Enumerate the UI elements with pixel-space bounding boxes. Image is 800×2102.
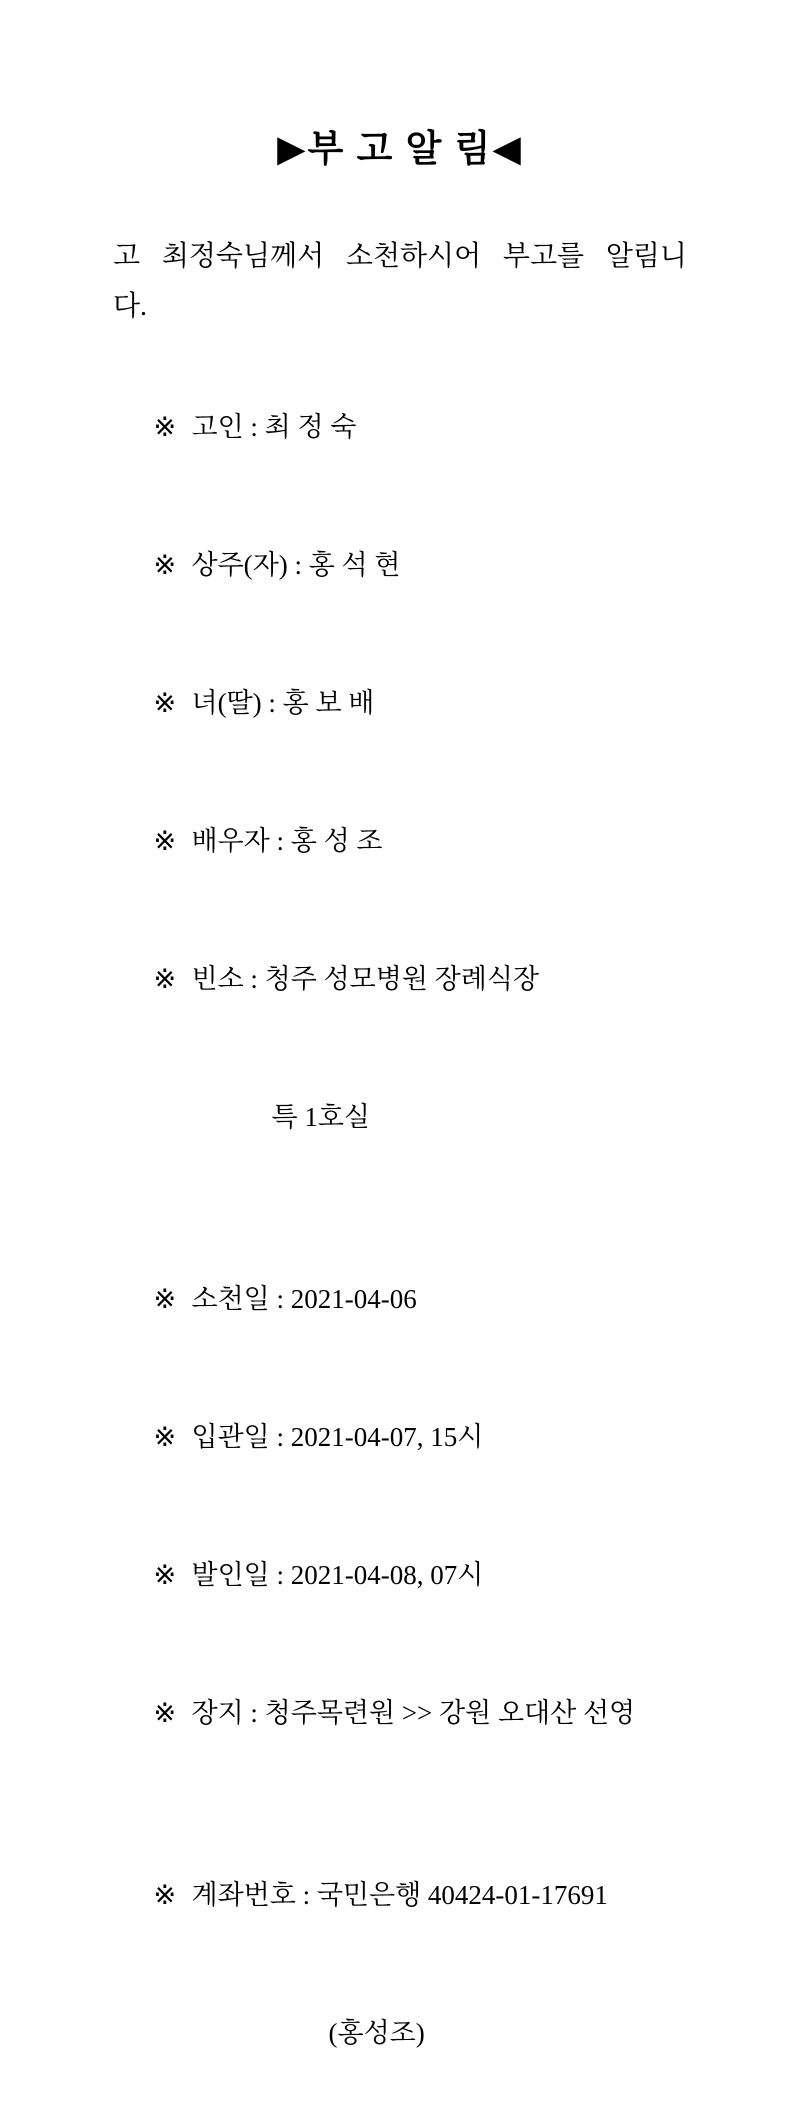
reference-mark: ※ xyxy=(153,964,177,994)
page-title: ▶부 고 알 림◀ xyxy=(277,129,523,170)
detail-text: 입관일 : 2021-04-07, 15시 xyxy=(191,1422,484,1452)
intro-word: 고 xyxy=(113,241,141,272)
reference-mark: ※ xyxy=(153,826,177,856)
intro-word: 소천하시어 xyxy=(345,241,482,272)
detail-row-account-number xyxy=(113,1826,687,1964)
reference-mark: ※ xyxy=(153,1880,177,1910)
section-account-info xyxy=(113,1826,687,2102)
reference-mark: ※ xyxy=(153,1698,177,1728)
detail-row-daughter xyxy=(113,634,687,772)
detail-text: 소천일 : 2021-04-06 xyxy=(191,1284,417,1314)
intro-word: 최정숙님께서 xyxy=(161,241,325,272)
detail-text: 녀(딸) : 홍 보 배 xyxy=(191,688,375,718)
detail-text: 상주(자) : 홍 석 현 xyxy=(191,550,401,580)
section-family-info xyxy=(113,358,687,1186)
detail-text: 고인 : 최 정 숙 xyxy=(191,412,357,442)
intro-line-1 xyxy=(113,232,687,282)
section-schedule-info xyxy=(113,1230,687,1782)
detail-row-deceased xyxy=(113,358,687,496)
detail-text: (홍성조) xyxy=(328,2018,425,2048)
detail-text: 특 1호실 xyxy=(271,1102,370,1132)
reference-mark: ※ xyxy=(153,688,177,718)
intro-line-2: 다. xyxy=(113,291,148,322)
detail-row-spouse xyxy=(113,772,687,910)
intro-paragraph xyxy=(113,232,687,332)
detail-text: 계좌번호 : 국민은행 40424-01-17691 xyxy=(191,1880,608,1910)
detail-row-coffin-date xyxy=(113,1368,687,1506)
intro-word: 알림니 xyxy=(605,241,687,272)
detail-row-passing-date xyxy=(113,1230,687,1368)
detail-text: 발인일 : 2021-04-08, 07시 xyxy=(191,1560,484,1590)
reference-mark: ※ xyxy=(153,1560,177,1590)
detail-row-account-holder xyxy=(113,1964,687,2102)
detail-row-procession-date xyxy=(113,1506,687,1644)
reference-mark: ※ xyxy=(153,1284,177,1314)
detail-row-chief-mourner xyxy=(113,496,687,634)
detail-text: 배우자 : 홍 성 조 xyxy=(191,826,383,856)
reference-mark: ※ xyxy=(153,550,177,580)
detail-text: 빈소 : 청주 성모병원 장례식장 xyxy=(191,964,539,994)
detail-text: 장지 : 청주목련원 >> 강원 오대산 선영 xyxy=(191,1698,636,1728)
reference-mark: ※ xyxy=(153,1422,177,1452)
reference-mark: ※ xyxy=(153,412,177,442)
detail-row-funeral-hall xyxy=(113,910,687,1048)
detail-row-burial-site xyxy=(113,1644,687,1782)
intro-word: 부고를 xyxy=(502,241,585,272)
detail-row-funeral-room xyxy=(113,1048,687,1186)
